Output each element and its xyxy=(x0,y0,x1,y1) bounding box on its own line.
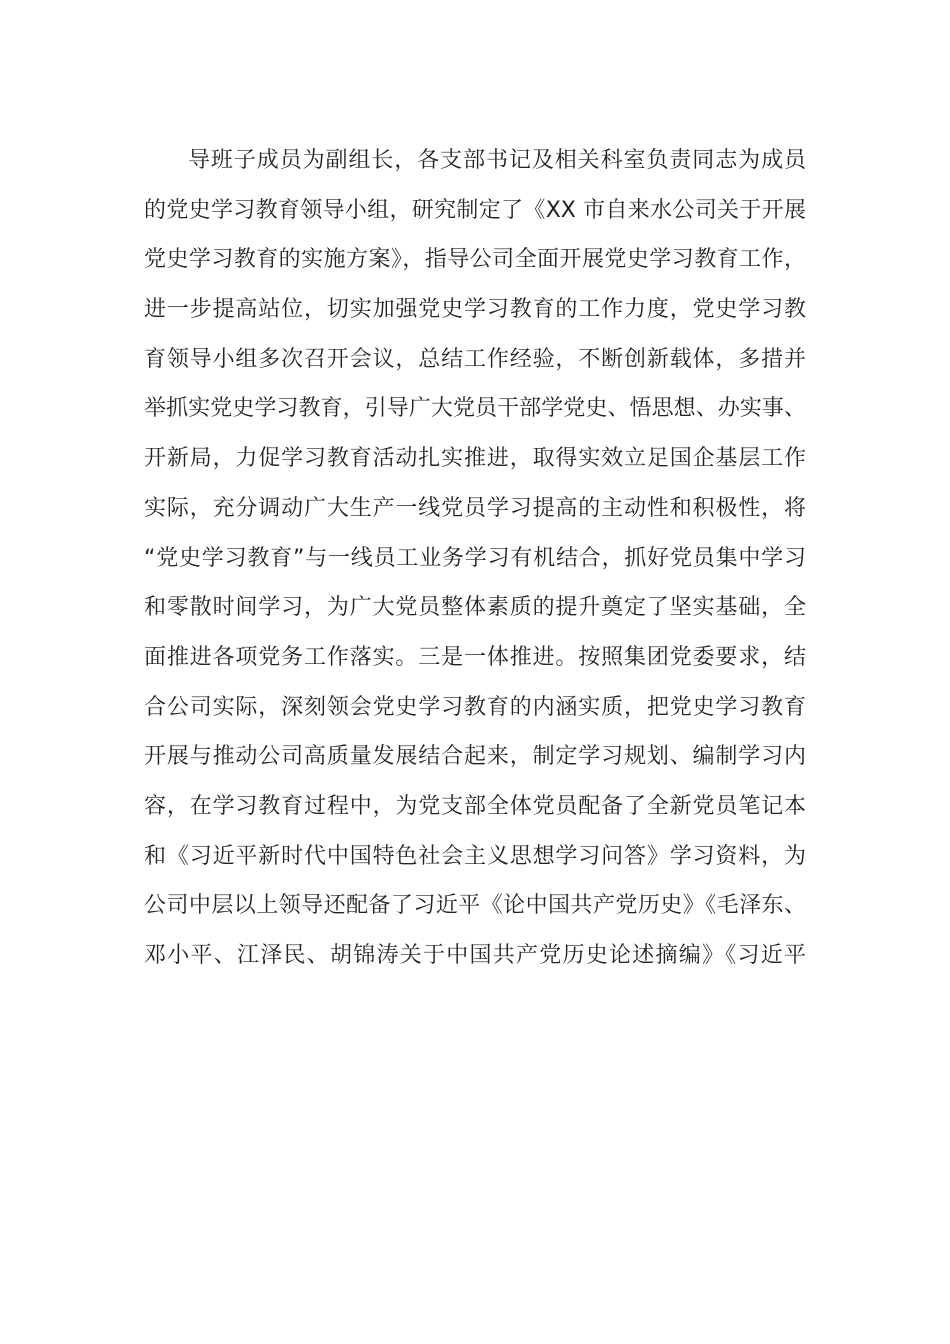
text-line: 实际，充分调动广大生产一线党员学习提高的主动性和积极性，将 xyxy=(144,495,806,521)
text-line: 邓小平、江泽民、胡锦涛关于中国共产党历史论述摘编》《习近平 xyxy=(144,943,806,968)
text-line: 育领导小组多次召开会议，总结工作经验，不断创新载体，多措并 xyxy=(144,346,806,372)
text-line: 举抓实党史学习教育，引导广大党员干部学党史、悟思想、办实事、 xyxy=(144,396,806,422)
body-paragraph xyxy=(144,136,806,981)
text-line: 开展与推动公司高质量发展结合起来，制定学习规划、编制学习内 xyxy=(144,744,806,770)
text-line: 导班子成员为副组长，各支部书记及相关科室负责同志为成员 xyxy=(188,148,806,173)
text-line: 的党史学习教育领导小组，研究制定了《XX 市自来水公司关于开展 xyxy=(144,197,806,223)
text-line: 进一步提高站位，切实加强党史学习教育的工作力度，党史学习教 xyxy=(144,297,806,323)
text-line: 开新局，力促学习教育活动扎实推进，取得实效立足国企基层工作 xyxy=(144,446,806,472)
text-line: 面推进各项党务工作落实。三是一体推进。按照集团党委要求，结 xyxy=(144,644,806,670)
text-line: 合公司实际，深刻领会党史学习教育的内涵实质，把党史学习教育 xyxy=(144,694,806,720)
text-line: 公司中层以上领导还配备了习近平《论中国共产党历史》《毛泽东、 xyxy=(144,893,806,919)
text-line: 容，在学习教育过程中，为党支部全体党员配备了全新党员笔记本 xyxy=(144,793,806,819)
text-line: “党史学习教育”与一线员工业务学习有机结合，抓好党员集中学习 xyxy=(144,545,806,571)
text-line: 和《习近平新时代中国特色社会主义思想学习问答》学习资料，为 xyxy=(144,843,806,869)
text-line: 党史学习教育的实施方案》，指导公司全面开展党史学习教育工作， xyxy=(144,247,806,273)
text-line: 和零散时间学习，为广大党员整体素质的提升奠定了坚实基础，全 xyxy=(144,595,806,621)
